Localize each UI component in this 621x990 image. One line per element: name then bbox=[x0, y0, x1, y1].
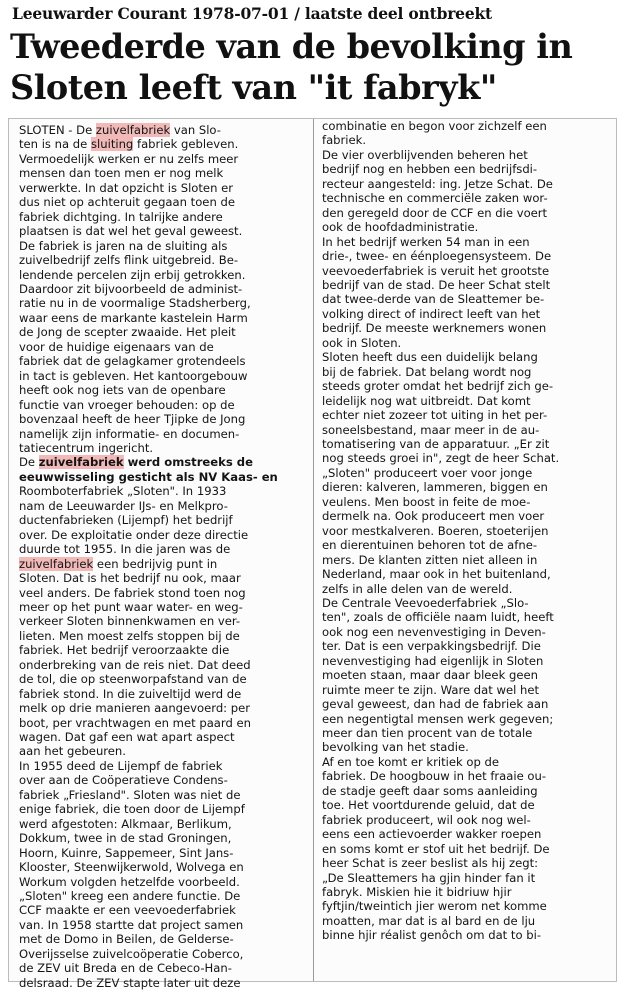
text-run: veel anders. De fabriek stond toen nog bbox=[19, 585, 246, 600]
article-line bbox=[322, 683, 610, 697]
article-line bbox=[322, 350, 610, 364]
text-run: nam de Leeuwarder IJs- en Melkpro- bbox=[19, 498, 228, 513]
article-line bbox=[19, 239, 305, 253]
highlighted-term: zuivelfabriek bbox=[95, 123, 171, 137]
text-run: Nederland, maar ook in het buitenland, bbox=[322, 567, 551, 582]
article-line bbox=[19, 701, 305, 715]
article-line bbox=[19, 528, 305, 542]
text-run: voor de huidige eigenaars van de bbox=[19, 339, 214, 354]
article-line bbox=[19, 123, 305, 137]
text-run: over aan de Coöperatieve Condens- bbox=[19, 773, 228, 788]
text-run: fabriek stond. In die zuiveltijd werd de bbox=[19, 686, 242, 701]
text-run: fabriek dichtging. In talrijke andere bbox=[19, 209, 223, 224]
text-run: drie-, twee- en éénploegensysteem. De bbox=[322, 249, 552, 264]
article-line bbox=[322, 365, 610, 379]
text-run: Roomboterfabriek „Sloten". In 1933 bbox=[19, 484, 227, 499]
article-line bbox=[322, 755, 610, 769]
article-line bbox=[19, 961, 305, 975]
article-line bbox=[19, 759, 305, 773]
article-line bbox=[322, 827, 610, 841]
article-line bbox=[322, 191, 610, 205]
article-line bbox=[322, 625, 610, 639]
text-run: volking direct of indirect leeft van het bbox=[322, 306, 541, 321]
text-run: leidelijk nog wat uitbreidt. Dat komt bbox=[322, 393, 531, 408]
article-line bbox=[322, 451, 610, 465]
text-run: De fabriek is jaren na de sluiting als bbox=[19, 238, 228, 253]
article-line bbox=[322, 740, 610, 754]
article-line bbox=[19, 947, 305, 961]
article-line bbox=[19, 369, 305, 383]
article-line bbox=[322, 379, 610, 393]
article-line bbox=[322, 177, 610, 191]
article-line bbox=[19, 195, 305, 209]
text-run: moeten staan, maar daar bleek geen bbox=[322, 668, 538, 683]
text-run: fabryk. Miskien hie it bidriuw hjir bbox=[322, 885, 512, 900]
article-line bbox=[322, 567, 610, 581]
text-run: dus niet op achteruit gegaan toen de bbox=[19, 195, 235, 210]
text-run: CCF maakte er een veevoederfabriek bbox=[19, 903, 236, 918]
text-run: den geregeld door de CCF en die voert bbox=[322, 205, 548, 220]
article-line bbox=[19, 296, 305, 310]
text-run: meer op het punt waar water- en weg- bbox=[19, 599, 243, 614]
text-run: en soms komt er stof uit het bedrijf. De bbox=[322, 841, 550, 856]
article-line bbox=[322, 712, 610, 726]
article-line bbox=[322, 466, 610, 480]
article-line bbox=[19, 730, 305, 744]
article-line bbox=[322, 307, 610, 321]
article-line bbox=[322, 813, 610, 827]
article-line bbox=[322, 437, 610, 451]
article-line bbox=[322, 292, 610, 306]
article-line bbox=[19, 253, 305, 267]
article-line bbox=[322, 596, 610, 610]
article-line bbox=[322, 538, 610, 552]
text-run: bovenzaal heeft de heer Tjipke de Jong bbox=[19, 412, 246, 427]
text-run: bedrijf. De meeste werknemers wonen bbox=[322, 321, 547, 336]
text-run: Overijsselse zuivelcoöperatie Coberco, bbox=[19, 946, 244, 961]
article-line bbox=[322, 278, 610, 292]
article-line bbox=[19, 325, 305, 339]
text-run: moatten, mar dat is al bard en de lju bbox=[322, 913, 536, 928]
article-line bbox=[19, 629, 305, 643]
text-run: in tact is gebleven. Het kantoorgebouw bbox=[19, 368, 248, 383]
article-line bbox=[19, 282, 305, 296]
article-line bbox=[19, 383, 305, 397]
article-line bbox=[322, 321, 610, 335]
text-run: heer Schat is zeer beslist als hij zegt: bbox=[322, 856, 539, 871]
article-line bbox=[322, 480, 610, 494]
text-run: een bedrijvig punt in bbox=[93, 556, 218, 571]
highlighted-term: sluiting bbox=[90, 137, 134, 152]
text-run: veevoederfabriek is veruit het grootste bbox=[322, 263, 550, 278]
text-run: werd afgestoten: Alkmaar, Berlikum, bbox=[19, 816, 232, 831]
article-line bbox=[19, 210, 305, 224]
text-run: SLOTEN - De bbox=[19, 123, 96, 137]
article-line bbox=[19, 600, 305, 614]
headline-line-2: Sloten leeft van "it fabryk" bbox=[10, 68, 497, 107]
article-line bbox=[322, 220, 610, 234]
column-divider bbox=[313, 119, 314, 981]
text-run: ter. Dat is een verpakkingsbedrijf. Die bbox=[322, 639, 541, 654]
article-line bbox=[19, 889, 305, 903]
article-line bbox=[322, 798, 610, 812]
text-run: De bbox=[19, 455, 39, 470]
article-line bbox=[19, 903, 305, 917]
article-line bbox=[19, 152, 305, 166]
article-line bbox=[322, 856, 610, 870]
text-run: De vier overblijvenden beheren het bbox=[322, 147, 528, 162]
text-run: lendende percelen zijn erbij getrokken. bbox=[19, 267, 246, 282]
article-line bbox=[19, 166, 305, 180]
article-line bbox=[19, 571, 305, 585]
text-run: bedrijf van de stad. De heer Schat stelt bbox=[322, 277, 551, 292]
article-line bbox=[19, 412, 305, 426]
article-line bbox=[19, 817, 305, 831]
text-run: fabriek „Friesland". Sloten was niet de bbox=[19, 787, 241, 802]
text-run: fabriek. bbox=[322, 133, 367, 148]
article-line bbox=[322, 842, 610, 856]
text-run: steeds groter omdat het bedrijf zich ge- bbox=[322, 379, 554, 394]
text-run: ruimte meer te zijn. Ware dat wel het bbox=[322, 682, 540, 697]
text-run: „Sloten" produceert voer voor jonge bbox=[322, 465, 533, 480]
article-line bbox=[322, 914, 610, 928]
text-run: een negentigtal mensen werk gegeven; bbox=[322, 711, 554, 726]
text-run: over. De exploitatie onder deze directie bbox=[19, 527, 249, 542]
article-line bbox=[322, 235, 610, 249]
article-line bbox=[322, 408, 610, 422]
article-line bbox=[322, 119, 610, 133]
article-line bbox=[322, 899, 610, 913]
text-run: van Slo- bbox=[170, 123, 221, 137]
text-run: nog steeds groei in", zegt de heer Schat. bbox=[322, 451, 560, 466]
text-run: de ZEV uit Breda en de Cebeco-Han- bbox=[19, 961, 232, 976]
text-run: onderbreking van de reis niet. Dat deed bbox=[19, 657, 251, 672]
article-line bbox=[322, 423, 610, 437]
text-run: mensen dan toen men er nog melk bbox=[19, 166, 224, 181]
text-run: toe. Het voortdurende geluid, dat de bbox=[322, 798, 535, 813]
text-run: Workum volgden hetzelfde voorbeeld. bbox=[19, 874, 240, 889]
article-line bbox=[322, 784, 610, 798]
article-line bbox=[19, 137, 305, 151]
article-line bbox=[19, 802, 305, 816]
text-run: ook in Sloten. bbox=[322, 335, 402, 350]
article-column-right bbox=[322, 119, 610, 943]
text-run: bedrijf nog en hebben een bedrijfsdi- bbox=[322, 162, 538, 177]
article-line bbox=[19, 586, 305, 600]
article-line bbox=[19, 513, 305, 527]
article-line bbox=[322, 697, 610, 711]
text-run: Hoorn, Kuinre, Sappemeer, Sint Jans- bbox=[19, 845, 234, 860]
text-run: werd omstreeks de bbox=[123, 455, 253, 470]
text-run: de Jong de scepter zwaaide. Het pleit bbox=[19, 325, 236, 340]
article-line bbox=[19, 831, 305, 845]
article-line bbox=[19, 976, 305, 990]
text-run: fabriek gebleven. bbox=[133, 137, 239, 152]
text-run: meer dan tien procent van de totale bbox=[322, 726, 533, 741]
text-run: de stadje geeft daar soms aanleiding bbox=[322, 783, 538, 798]
article-line bbox=[322, 654, 610, 668]
text-run: Af en toe komt er kritiek op de bbox=[322, 754, 500, 769]
text-run: ratie nu in de voormalige Stadsherberg, bbox=[19, 296, 251, 311]
article-line bbox=[19, 311, 305, 325]
text-run: ook de hoofdadministratie. bbox=[322, 220, 479, 235]
article-line bbox=[322, 206, 610, 220]
text-run: recteur aangesteld: ing. Jetze Schat. De bbox=[322, 176, 553, 191]
text-run: voor mestkalveren. Boeren, stoeterijen bbox=[322, 523, 549, 538]
text-run: Sloten. Dat is het bedrijf nu ook, maar bbox=[19, 571, 241, 586]
text-run: echter niet zozeer tot uiting in het per- bbox=[322, 408, 548, 423]
text-run: In 1955 deed de Lijempf de fabriek bbox=[19, 758, 223, 773]
text-run: functie van vroeger behouden: op de bbox=[19, 397, 235, 412]
text-run: tomatisering van de apparatuur. „Er zit bbox=[322, 436, 550, 451]
article-line bbox=[19, 614, 305, 628]
text-run: tatiecentrum ingericht. bbox=[19, 440, 154, 455]
text-run: eens een actievoerder wakker roepen bbox=[322, 827, 542, 842]
text-run: heeft ook nog iets van de openbare bbox=[19, 383, 226, 398]
text-run: Vermoedelijk werken er nu zelfs meer bbox=[19, 151, 239, 166]
text-run: ductenfabrieken (Lijempf) het bedrijf bbox=[19, 513, 233, 528]
article-line bbox=[322, 871, 610, 885]
article-column-left bbox=[19, 123, 305, 990]
article-line bbox=[19, 643, 305, 657]
text-run: duurde tot 1955. In die jaren was de bbox=[19, 542, 231, 557]
text-run: de tol, die op steenworpafstand van de bbox=[19, 672, 247, 687]
article-line bbox=[19, 340, 305, 354]
text-run: lieten. Men moest zelfs stoppen bij de bbox=[19, 628, 240, 643]
article-line bbox=[322, 610, 610, 624]
article-line bbox=[19, 268, 305, 282]
text-run: met de Domo in Beilen, de Gelderse- bbox=[19, 932, 234, 947]
text-run: fabriek. De hoogbouw in het fraaie ou- bbox=[322, 769, 547, 784]
text-run: eeuwwisseling gesticht als NV Kaas- en bbox=[19, 469, 278, 484]
article-line bbox=[19, 542, 305, 556]
newspaper-clipping bbox=[8, 118, 617, 990]
text-run: soneelsbestand, maar meer in de au- bbox=[322, 422, 540, 437]
article-line bbox=[19, 224, 305, 238]
article-line bbox=[19, 441, 305, 455]
article-line bbox=[19, 499, 305, 513]
article-line bbox=[19, 788, 305, 802]
article-line bbox=[19, 773, 305, 787]
text-run: boot, per vrachtwagen en met paard en bbox=[19, 715, 251, 730]
text-run: aan het gebeuren. bbox=[19, 744, 126, 759]
article-line bbox=[19, 470, 305, 484]
text-run: In het bedrijf werken 54 man in een bbox=[322, 234, 530, 249]
article-line bbox=[19, 918, 305, 932]
article-line bbox=[19, 672, 305, 686]
text-run: melk op drie manieren aangevoerd: per bbox=[19, 701, 251, 716]
article-line bbox=[19, 181, 305, 195]
text-run: De Centrale Veevoederfabriek „Slo- bbox=[322, 595, 529, 610]
text-run: enige fabriek, die toen door de Lijempf bbox=[19, 802, 245, 817]
headline-line-1: Tweederde van de bevolking in bbox=[10, 27, 573, 66]
text-run: delsraad. De ZEV stapte later uit deze bbox=[19, 975, 241, 990]
article-line bbox=[322, 495, 610, 509]
highlighted-term: zuivelfabriek bbox=[38, 455, 124, 470]
text-run: Daardoor zit bijvoorbeeld de administ- bbox=[19, 281, 243, 296]
text-run: wagen. Dat gaf een wat apart aspect bbox=[19, 730, 235, 745]
text-run: nevenvestiging had eigenlijk in Sloten bbox=[322, 653, 544, 668]
text-run: bij de fabriek. Dat belang wordt nog bbox=[322, 364, 532, 379]
text-run: waar eens de markante kastelein Harm bbox=[19, 310, 248, 325]
article-line bbox=[322, 726, 610, 740]
text-run: ook nog een nevenvestiging in Deven- bbox=[322, 624, 546, 639]
article-line bbox=[322, 336, 610, 350]
article-line bbox=[19, 860, 305, 874]
text-run: dat twee-derde van de Sleattemer be- bbox=[322, 292, 545, 307]
text-run: dieren: kalveren, lammeren, biggen en bbox=[322, 480, 548, 495]
text-run: Klooster, Steenwijkerwold, Wolvega en bbox=[19, 860, 244, 875]
text-run: mers. De klanten zitten niet alleen in bbox=[322, 552, 538, 567]
text-run: „Sloten" kreeg een andere functie. De bbox=[19, 889, 241, 904]
text-run: ten is na de bbox=[19, 137, 91, 152]
highlighted-term: zuivelfabriek bbox=[19, 556, 94, 571]
text-run: binne hjir réalist genôch om dat to bi- bbox=[322, 928, 541, 943]
text-run: combinatie en begon voor zichzelf een bbox=[322, 119, 547, 133]
article-line bbox=[19, 557, 305, 571]
article-line bbox=[19, 354, 305, 368]
article-line bbox=[19, 398, 305, 412]
text-run: zelfs in alle delen van de wereld. bbox=[322, 581, 513, 596]
article-line bbox=[322, 639, 610, 653]
article-line bbox=[19, 744, 305, 758]
article-line bbox=[322, 509, 610, 523]
article-line bbox=[322, 885, 610, 899]
article-line bbox=[322, 582, 610, 596]
article-line bbox=[322, 928, 610, 942]
article-line bbox=[322, 524, 610, 538]
text-run: en dierentuinen behoren tot de afne- bbox=[322, 538, 538, 553]
text-run: „De Sleattemers ha gjin hinder fan it bbox=[322, 870, 536, 885]
text-run: technische en commerciële zaken wor- bbox=[322, 191, 548, 206]
source-caption: Leeuwarder Courant 1978-07-01 / laatste deel ontbreekt bbox=[12, 4, 493, 23]
article-line bbox=[19, 687, 305, 701]
text-run: ten", zoals de officiële naam luidt, heeft bbox=[322, 610, 554, 625]
text-run: van. In 1958 startte dat project samen bbox=[19, 917, 244, 932]
text-run: verkeer Sloten binnenkwamen en ver- bbox=[19, 614, 241, 629]
article-line bbox=[19, 427, 305, 441]
text-run: bevolking van het stadie. bbox=[322, 740, 469, 755]
article-line bbox=[322, 162, 610, 176]
article-line bbox=[19, 875, 305, 889]
article-line bbox=[322, 394, 610, 408]
text-run: zuivelbedrijf zelfs flink uitgebreid. Be- bbox=[19, 253, 239, 268]
article-line bbox=[322, 553, 610, 567]
article-line bbox=[322, 769, 610, 783]
article-line bbox=[19, 484, 305, 498]
text-run: fabriek produceert, wil ook nog wel- bbox=[322, 812, 531, 827]
article-line bbox=[19, 716, 305, 730]
text-run: geval geweest, dan had de fabriek aan bbox=[322, 697, 549, 712]
text-run: namelijk zijn informatie- en documen- bbox=[19, 426, 240, 441]
text-run: dermelk na. Ook produceert men voer bbox=[322, 509, 545, 524]
article-line bbox=[322, 148, 610, 162]
article-line bbox=[19, 658, 305, 672]
text-run: fyftjin/tweintich jier werom net komme bbox=[322, 899, 547, 914]
text-run: Dokkum, twee in de stad Groningen, bbox=[19, 831, 232, 846]
text-run: fabriek. Het bedrijf veroorzaakte die bbox=[19, 643, 230, 658]
text-run: veulens. Men boost in feite de moe- bbox=[322, 494, 531, 509]
text-run: plaatsen is dat wel het geval geweest. bbox=[19, 224, 243, 239]
article-line bbox=[19, 932, 305, 946]
article-line bbox=[322, 133, 610, 147]
article-line bbox=[322, 264, 610, 278]
article-line bbox=[322, 249, 610, 263]
headline bbox=[10, 26, 615, 108]
article-line bbox=[19, 455, 305, 469]
text-run: Sloten heeft dus een duidelijk belang bbox=[322, 350, 538, 365]
text-run: verwerkte. In dat opzicht is Sloten er bbox=[19, 180, 233, 195]
article-line bbox=[19, 846, 305, 860]
text-run: fabriek dat de gelagkamer grotendeels bbox=[19, 354, 246, 369]
article-line bbox=[322, 668, 610, 682]
